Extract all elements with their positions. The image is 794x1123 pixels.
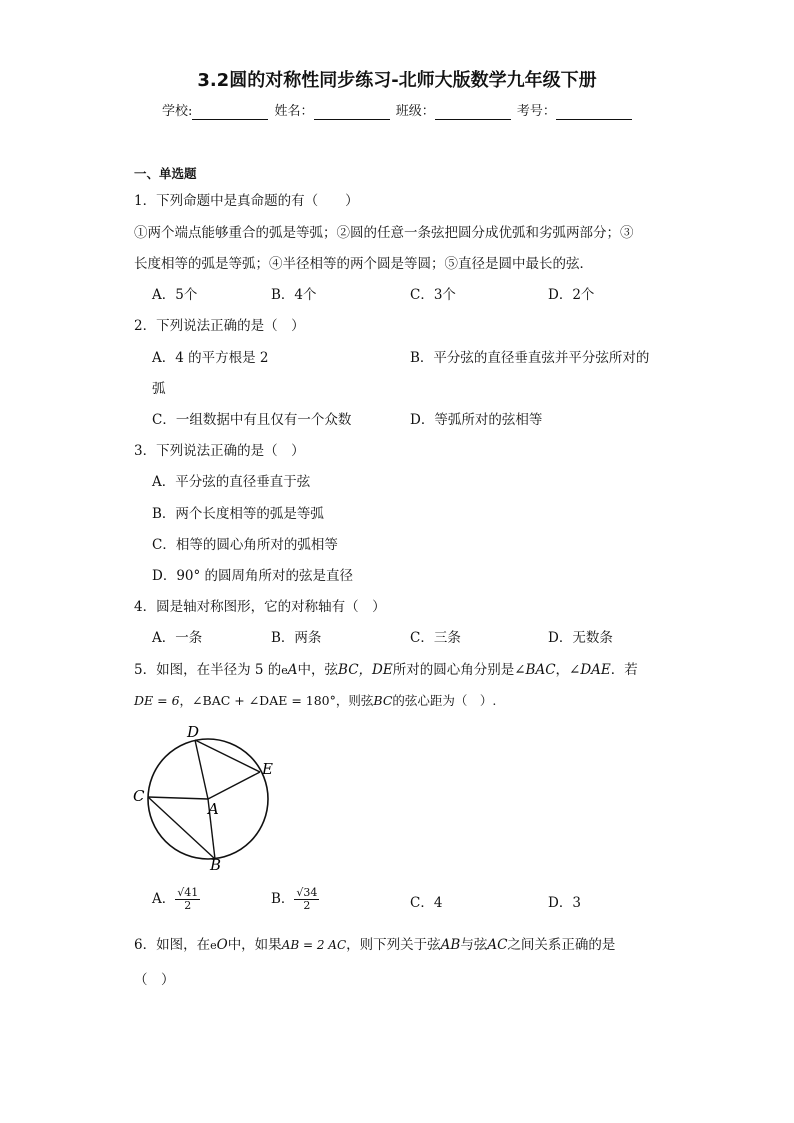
q5-line2-tail: 的弦心距为（ ）.: [392, 693, 497, 708]
q5-circle-diagram: [128, 718, 288, 874]
q5-option-b-prefix: B．: [271, 891, 295, 908]
q5-option-a: [152, 887, 200, 912]
odot-symbol: e: [281, 664, 288, 677]
q1-line2: 长度相等的弧是等弧；④半径相等的两个圆是等圆；⑤直径是圆中最长的弦．: [134, 256, 593, 272]
q2-option-b: B．平分弦的直径垂直弦并平分弦所对的: [410, 350, 650, 366]
q1-option-d: D．2个: [548, 287, 595, 303]
q6-stem-end: 之间关系正确的是: [507, 937, 616, 953]
q5-chords: BC，DE: [338, 662, 393, 678]
q1-line1: ①两个端点能够重合的弧是等弧；②圆的任意一条弦把圆分成优弧和劣弧两部分；③: [134, 225, 634, 241]
q5-stem-mid2: 所对的圆心角分别是: [392, 662, 515, 678]
q6-stem-mid: 中，如果: [227, 937, 282, 953]
q5-option-a-prefix: A．: [152, 891, 176, 908]
class-blank: [435, 105, 511, 120]
q2-option-a: A．4 的平方根是 2: [152, 350, 269, 366]
q4-option-a: A．一条: [152, 630, 203, 646]
q4-option-d: D．无数条: [548, 630, 613, 646]
student-info-line: [162, 104, 634, 120]
label-e: E: [262, 760, 273, 778]
q5-option-b-fraction: [294, 887, 319, 912]
q5-option-d: D．3: [548, 895, 581, 911]
q4-stem: 4．圆是轴对称图形，它的对称轴有（ ）: [134, 599, 386, 615]
label-b: B: [210, 856, 222, 874]
school-blank: [192, 105, 268, 120]
q1-option-a: A．5个: [152, 287, 198, 303]
section-heading: 一、单选题: [134, 166, 197, 181]
q5-stem-end: ．若: [610, 662, 638, 678]
q2-option-d: D．等弧所对的弦相等: [410, 412, 543, 428]
fraction-denominator: 2: [184, 899, 192, 913]
odot-symbol: e: [210, 939, 217, 952]
q5-option-a-fraction: [175, 887, 200, 912]
q6-chord-ac: AC: [487, 937, 508, 953]
q2-option-c: C．一组数据中有且仅有一个众数: [152, 412, 352, 428]
q5-line2: [134, 693, 496, 708]
q5-chord-bc: BC: [373, 693, 393, 708]
q5-comma: ，: [555, 662, 570, 678]
q6-stem-mid2: ，则下列关于弦: [346, 937, 441, 953]
fraction-numerator: √41: [177, 886, 199, 899]
label-d: D: [187, 723, 200, 741]
q3-option-a: A．平分弦的直径垂直于弦: [152, 474, 311, 490]
q6-stem-pre: 6．如图，在: [134, 937, 211, 953]
class-label: 班级：: [395, 104, 435, 119]
fraction-denominator: 2: [303, 899, 311, 913]
fraction-numerator: √34: [296, 886, 318, 899]
q5-circle-name: A: [287, 662, 298, 678]
label-c: C: [133, 787, 145, 805]
radius-ad: [195, 740, 208, 799]
q5-angle-sum: ，∠BAC + ∠DAE = 180°: [179, 693, 336, 708]
q3-stem: 3．下列说法正确的是（ ）: [134, 443, 305, 459]
q4-option-b: B．两条: [271, 630, 322, 646]
q6-line2: （ ）: [134, 972, 175, 988]
q5-de-eq: DE = 6: [134, 693, 180, 708]
q6-stem-mid3: 与弦: [460, 937, 488, 953]
q2-stem: 2．下列说法正确的是（ ）: [134, 318, 305, 334]
q5-angle-bac: ∠BAC: [514, 662, 556, 678]
name-blank: [314, 105, 390, 120]
page-title: 3.2圆的对称性同步练习-北师大版数学九年级下册: [197, 70, 597, 91]
q6-chord-ab: AB: [440, 937, 461, 953]
radius-ac: [148, 797, 208, 799]
q1-option-b: B．4个: [271, 287, 317, 303]
q5-line2-end: ，则弦: [335, 693, 374, 708]
exam-no-blank: [556, 105, 632, 120]
q5-option-b: [271, 887, 319, 912]
q2-option-b-cont: 弧: [152, 381, 166, 397]
q6-stem: [134, 937, 615, 953]
q3-option-b: B．两个长度相等的弧是等弧: [152, 506, 324, 522]
q4-option-c: C．三条: [410, 630, 461, 646]
q6-circle-name: O: [216, 937, 228, 953]
q3-option-d: D．90° 的圆周角所对的弦是直径: [152, 568, 354, 584]
q5-option-c: C．4: [410, 895, 443, 911]
school-label: 学校:: [162, 104, 193, 119]
q5-angle-dae: ∠DAE: [569, 662, 611, 678]
q5-stem-pre: 5．如图，在半径为 5 的: [134, 662, 282, 678]
label-a: A: [208, 800, 219, 818]
radius-ae: [208, 772, 260, 799]
q3-option-c: C．相等的圆心角所对的弧相等: [152, 537, 338, 553]
exam-no-label: 考号：: [516, 104, 556, 119]
q5-stem-mid: 中，弦: [297, 662, 339, 678]
name-label: 姓名：: [274, 104, 314, 119]
chord-bc: [148, 797, 215, 859]
q1-option-c: C．3个: [410, 287, 456, 303]
q1-stem: 1．下列命题中是真命题的有（ ）: [134, 193, 359, 209]
q6-arc-equation: AB = 2 AC: [281, 938, 347, 952]
q5-stem: [134, 662, 638, 678]
